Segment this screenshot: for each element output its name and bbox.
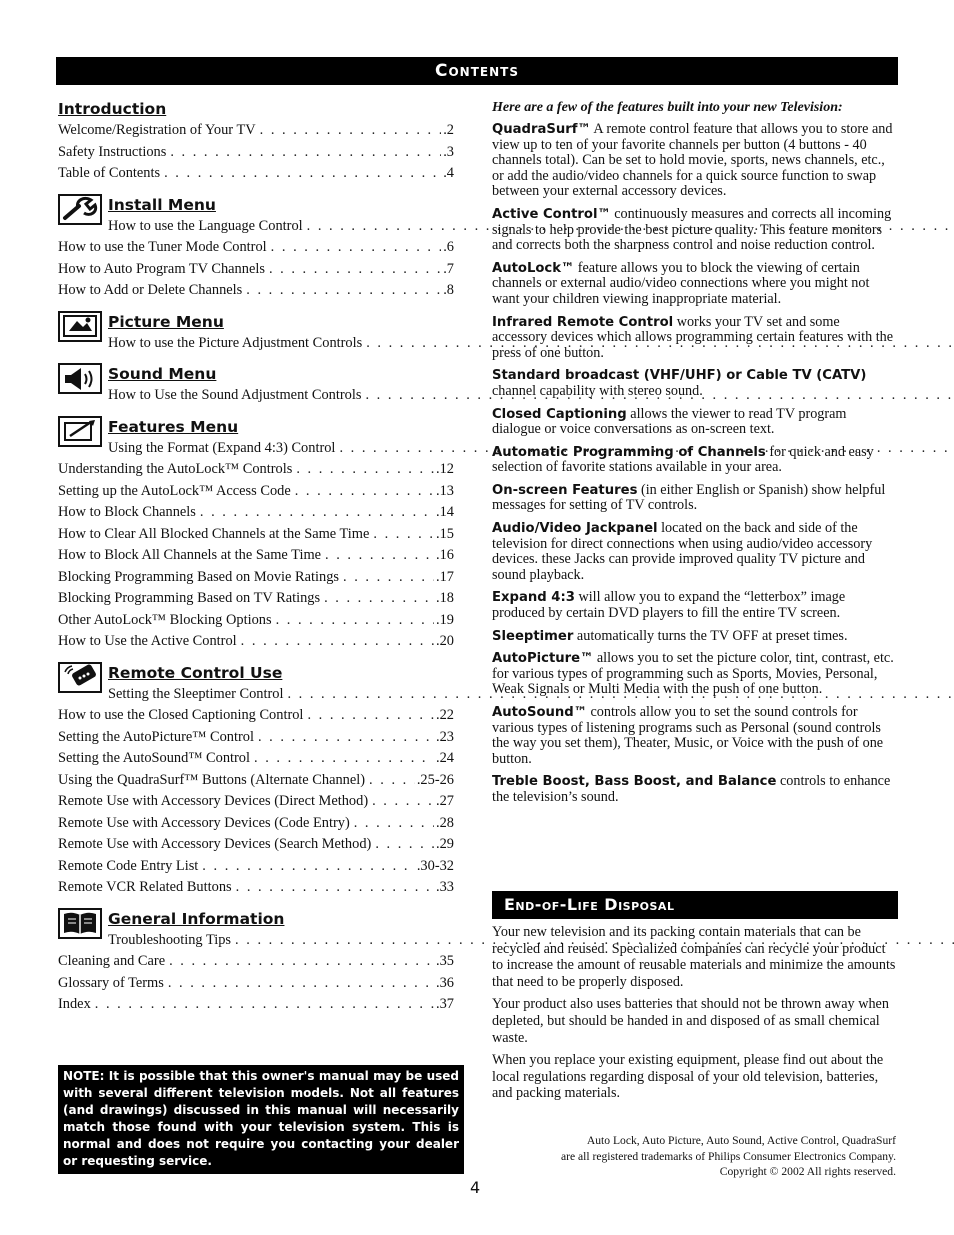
section-title-general-info: General Information <box>108 909 285 928</box>
feature-item: Expand 4:3 will allow you to expand the “letterbox” image produced by certain DVD players to fill the entire TV screen. <box>492 589 846 622</box>
trademark-line: Auto Lock, Auto Picture, Auto Sound, Active Control, QuadraSurf <box>586 1134 896 1147</box>
toc-entry: How to Use the Active Control . . . .20 <box>58 631 454 653</box>
toc-entry: Blocking Programming Based on TV Ratings . . . .18 <box>58 588 454 610</box>
book-icon <box>58 908 102 939</box>
section-title-introduction: Introduction <box>58 100 167 118</box>
toc-section-picture-menu <box>58 311 454 355</box>
toc-entry: How to use the Picture Adjustment Controls . . . <box>108 333 954 355</box>
features-intro: Here are a few of the features built into your new Television: <box>492 100 843 115</box>
toc-section-introduction <box>58 98 454 120</box>
trademark-notice <box>476 1133 896 1180</box>
table-of-contents <box>58 98 454 1016</box>
section-title-features-menu: Features Menu <box>108 417 239 436</box>
feature-item: AutoSound™ controls allow you to set the sound controls for various types of listening programs such as Personal (sound controls the way you set them), Theater, Music, or Voice with the push of one button. <box>492 704 884 767</box>
note-label: NOTE: <box>63 1069 105 1083</box>
toc-entry: Welcome/Registration of Your TV . . . .2 <box>58 120 454 142</box>
disposal-paragraph: Your product also uses batteries that should not be thrown away when depleted, but should be handed in and disposed of as small chemical waste. <box>492 996 889 1046</box>
toc-entry: Index . . . .37 <box>58 994 454 1016</box>
toc-entry: Remote Use with Accessory Devices (Search Method) . . . .29 <box>58 834 454 856</box>
copyright-line: Copyright © 2002 All rights reserved. <box>719 1165 896 1178</box>
toc-entry: Safety Instructions . . . .3 <box>58 142 454 164</box>
note-text: It is possible that this owner's manual may be used with several different television models. Not all features (and drawings) discussed in this manual will necessarily match those found with your television system. This is normal and does not require you contacting your dealer or requesting service. <box>63 1069 459 1168</box>
page-title: Contents <box>56 57 898 85</box>
feature-item: Automatic Programming of Channels for quick and easy selection of favorite stations available in your area. <box>492 443 874 476</box>
toc-section-features-menu <box>58 416 454 460</box>
feature-item: Treble Boost, Bass Boost, and Balance controls to enhance the television’s sound. <box>492 773 891 805</box>
feature-item: Sleeptimer automatically turns the TV OFF at preset times. <box>492 627 848 644</box>
toc-entry: Remote VCR Related Buttons . . . .33 <box>58 877 454 899</box>
toc-entry: How to use the Language Control . . . <box>108 216 954 238</box>
toc-entry: How to use the Closed Captioning Control . . . .22 <box>58 705 454 727</box>
toc-section-sound-menu <box>58 363 454 407</box>
wrench-icon <box>58 194 102 225</box>
toc-section-install-menu <box>58 194 454 238</box>
toc-entry: How to Auto Program TV Channels . . . .7 <box>58 259 454 281</box>
feature-item: Infrared Remote Control works your TV set and some accessory devices which allows programming certain features with the press of one button. <box>492 313 894 361</box>
toc-entry: How to Add or Delete Channels . . . .8 <box>58 280 454 302</box>
feature-item: Active Control™ continuously measures and corrects all incoming signals to help provide the best picture quality. This feature monitors and corrects both the sharpness control and noise reduction control. <box>492 205 892 254</box>
toc-entry: Cleaning and Care . . . .35 <box>58 951 454 973</box>
toc-entry: Using the QuadraSurf™ Buttons (Alternate Channel) . . . .25-26 <box>58 770 454 792</box>
section-title-sound-menu: Sound Menu <box>108 365 217 383</box>
trademark-line: are all registered trademarks of Philips Consumer Electronics Company. <box>560 1149 896 1163</box>
toc-entry: Blocking Programming Based on Movie Ratings . . . .17 <box>58 567 454 589</box>
toc-entry: Other AutoLock™ Blocking Options . . . .19 <box>58 610 454 632</box>
disposal-paragraph: When you replace your existing equipment, please find out about the local regulations regarding disposal of your old television, batteries, and packing materials. <box>492 1052 884 1102</box>
remote-icon <box>58 662 102 693</box>
toc-entry: Remote Code Entry List . . . .30-32 <box>58 856 454 878</box>
toc-entry: Using the Format (Expand 4:3) Control . . . <box>108 438 954 460</box>
feature-item: AutoPicture™ allows you to set the picture color, tint, contrast, etc. for various types of programming such as Sports, Movies, Personal, Weak Signals or Multi Media with the push of one button. <box>492 650 894 698</box>
toc-entry: Table of Contents . . . .4 <box>58 163 454 185</box>
toc-entry: Glossary of Terms . . . .36 <box>58 973 454 995</box>
toc-entry: Remote Use with Accessory Devices (Direct Method) . . . .27 <box>58 791 454 813</box>
toc-entry: Troubleshooting Tips . . . <box>108 930 954 952</box>
toc-entry: How to Use the Sound Adjustment Controls . . . <box>108 385 954 407</box>
features-icon <box>58 416 102 447</box>
note-box <box>58 1065 464 1174</box>
toc-entry: How to use the Tuner Mode Control . . . .6 <box>58 237 454 259</box>
toc-entry: Setting the AutoPicture™ Control . . . .23 <box>58 727 454 749</box>
speaker-icon <box>58 363 102 394</box>
feature-item: Audio/Video Jackpanel located on the back and side of the television for direct connections when using audio/video accessory devices. these Jacks can provide improved quality TV picture and sound playback. <box>492 520 873 583</box>
toc-entry: Setting the AutoSound™ Control . . . .24 <box>58 748 454 770</box>
feature-item: AutoLock™ feature allows you to block the viewing of certain channels or external audio/video connections where you might not want your children viewing inappropriate material. <box>492 259 870 307</box>
toc-entry: Setting up the AutoLock™ Access Code . . . .13 <box>58 481 454 503</box>
feature-item: Closed Captioning allows the viewer to read TV program dialogue or voice conversations as on-screen text. <box>492 405 847 438</box>
section-title-picture-menu: Picture Menu <box>108 312 224 331</box>
toc-entry: Understanding the AutoLock™ Controls . . . .12 <box>58 459 454 481</box>
feature-item: Standard broadcast (VHF/UHF) or Cable TV (CATV) channel capability with stereo sound. <box>492 368 867 399</box>
toc-entry: Remote Use with Accessory Devices (Code Entry) . . . .28 <box>58 813 454 835</box>
features-list <box>492 99 896 813</box>
disposal-title: End-of-Life Disposal <box>492 891 898 919</box>
page-number: 4 <box>470 1178 481 1197</box>
disposal-paragraph: Your new television and its packing contain materials that can be recycled and reused. Specialized companies can recycle your product to increase the amount of reusable materials and minimize the amounts that need to be properly disposed. <box>492 924 896 990</box>
section-title-remote-control: Remote Control Use <box>108 663 283 682</box>
section-title-install-menu: Install Menu <box>108 195 216 214</box>
disposal-section <box>492 924 896 1108</box>
toc-section-remote-control <box>58 662 454 706</box>
toc-entry: How to Clear All Blocked Channels at the Same Time . . . .15 <box>58 524 454 546</box>
toc-entry: Setting the Sleeptimer Control . . . <box>108 684 954 706</box>
toc-section-general-info <box>58 908 454 952</box>
picture-icon <box>58 311 102 342</box>
feature-item: On-screen Features (in either English or Spanish) show helpful messages for setting of TV controls. <box>492 481 886 514</box>
toc-entry: How to Block Channels . . . .14 <box>58 502 454 524</box>
toc-entry: How to Block All Channels at the Same Time . . . .16 <box>58 545 454 567</box>
feature-item: QuadraSurf™ A remote control feature that allows you to store and view up to ten of your favorite channels per button (4 buttons - 40 channels total). Can be set to hold movie, sports, news channels, etc., or add the audio/video channels for a quick source function to swap between your external accessory devices. <box>492 121 893 200</box>
